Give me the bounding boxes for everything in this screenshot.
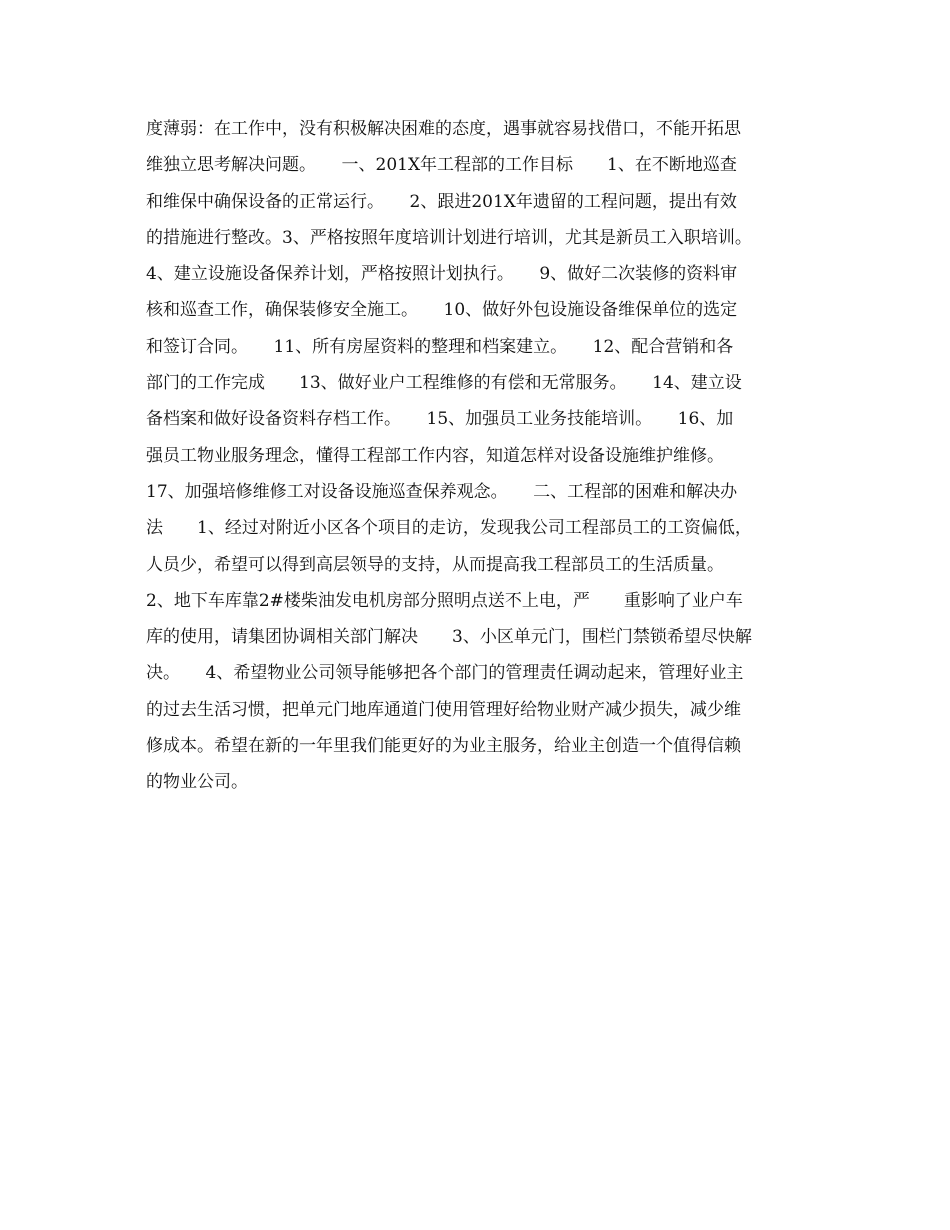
text-line: 强员工物业服务理念，懂得工程部工作内容，知道怎样对设备设施维护维修。 xyxy=(146,445,724,466)
text-line: 人员少，希望可以得到高层领导的支持，从而提高我工程部员工的生活质量。 xyxy=(146,554,724,575)
text-line: 法 1、经过对附近小区各个项目的走访，发现我公司工程部员工的工资偏低， xyxy=(146,518,752,539)
text-line: 决。 4、希望物业公司领导能够把各个部门的管理责任调动起来，管理好业主 xyxy=(146,663,744,684)
text-line: 库的使用，请集团协调相关部门解决 3、小区单元门，围栏门禁锁希望尽快解 xyxy=(146,627,752,648)
text-line: 的措施进行整改。3、严格按照年度培训计划进行培训，尤其是新员工入职培训。 xyxy=(146,227,752,248)
text-line: 和维保中确保设备的正常运行。 2、跟进201X年遗留的工程问题，提出有效 xyxy=(146,191,737,212)
text-line: 和签订合同。 11、所有房屋资料的整理和档案建立。 12、配合营销和各 xyxy=(146,336,734,357)
text-line: 的物业公司。 xyxy=(146,772,248,793)
body-text xyxy=(146,111,806,801)
text-line: 核和巡查工作，确保装修安全施工。 10、做好外包设施设备维保单位的选定 xyxy=(146,300,738,321)
text-line: 的过去生活习惯，把单元门地库通道门使用管理好给物业财产减少损失，减少维 xyxy=(146,699,741,720)
text-line: 备档案和做好设备资料存档工作。 15、加强员工业务技能培训。 16、加 xyxy=(146,409,734,430)
text-line: 4、建立设施设备保养计划，严格按照计划执行。 9、做好二次装修的资料审 xyxy=(146,264,738,285)
text-line: 度薄弱：在工作中，没有积极解决困难的态度，遇事就容易找借口，不能开拓思 xyxy=(146,119,741,139)
text-line: 部门的工作完成 13、做好业户工程维修的有偿和无常服务。 14、建立设 xyxy=(146,373,742,394)
text-line: 修成本。希望在新的一年里我们能更好的为业主服务，给业主创造一个值得信赖 xyxy=(146,736,741,757)
text-line: 维独立思考解决问题。 一、201X年工程部的工作目标 1、在不断地巡查 xyxy=(146,155,737,176)
text-line: 17、加强培修维修工对设备设施巡查保养观念。 二、工程部的困难和解决办 xyxy=(146,481,738,502)
text-line: 2、地下车库靠2#楼柴油发电机房部分照明点送不上电，严 重影响了业户车 xyxy=(146,590,743,611)
